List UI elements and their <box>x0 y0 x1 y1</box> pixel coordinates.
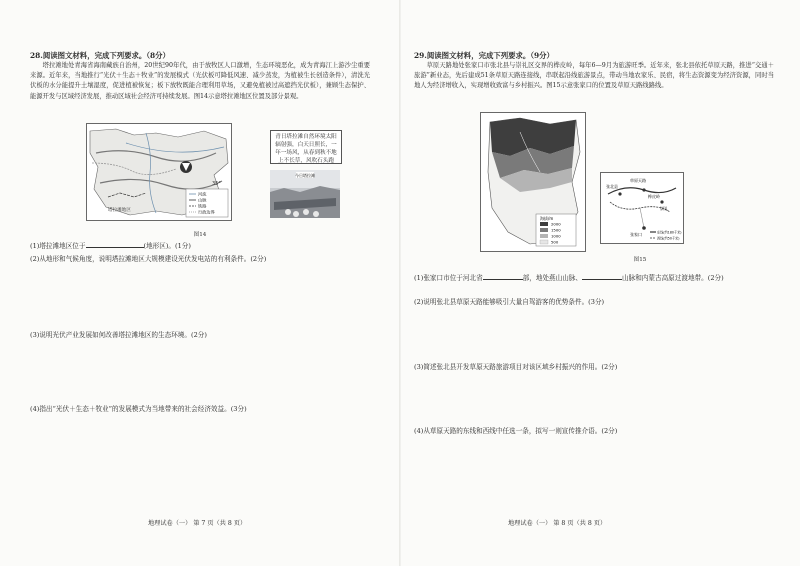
q29-sub1-blank2[interactable] <box>582 272 622 280</box>
legend-boundary: 行政边界 <box>198 209 215 215</box>
q28-sub3: (3)说明光伏产业发展如何改善塔拉滩地区的生态环境。(2分) <box>30 331 207 339</box>
q29-sub1-middle: 部，地处燕山山脉、 <box>522 274 583 282</box>
left-footer: 地理试卷（一） 第 7 页（共 8 页） <box>148 520 247 527</box>
q28-sub1 <box>30 240 191 251</box>
q28-sub1-suffix: (地形区)。(1分) <box>143 242 191 250</box>
q28-sub1-blank[interactable] <box>86 240 144 248</box>
q29-sub1-blank1[interactable] <box>483 272 523 280</box>
q28-note-box <box>270 130 342 164</box>
map-legend <box>186 189 228 217</box>
inset-label-road: 草原天路 <box>630 178 646 183</box>
q29-sub4: (4)从草原天路的东线和西线中任选一条，拟写一则宣传推介语。(2分) <box>414 427 618 435</box>
legend-river: 河流 <box>198 191 207 197</box>
legend-value-1: 2000 <box>551 221 561 227</box>
q28-note-text: 青日塔拉滩自然环境太阳辐射强，白天日照长，一年一场风，从春到秋不地上不长草，风吹石头跑 <box>275 134 337 164</box>
inset-legend-west: 西线(约50千米) <box>657 236 680 241</box>
q28-photo <box>270 170 340 218</box>
q29-inset-map <box>600 172 684 244</box>
q29-sub1 <box>414 272 774 283</box>
q28-heading: 28.阅读图文材料，完成下列要求。（8分） <box>30 51 170 60</box>
inset-label-zhangjiakou: 张家口 <box>630 232 642 237</box>
q28-sub1-prefix: (1)塔拉滩地区位于 <box>30 242 86 250</box>
q28-paragraph: 塔拉滩地处青海省海南藏族自治州，20世纪90年代，由于放牧区人口激增，生态环境恶化，成为青海江上游沙尘重要来源。近年来，当地推行“光伏＋生态＋牧业”的发展模式（光伏板可降低风速、减少蒸发，为植被生长创造条件），清洗光伏板的水分能提升土壤湿度，促进植被恢复；板下放牧既能合理利用草场，又避免植被过高遮挡光伏板），兼顾生态保护、能源开发与区域经济发展，推动区域社会经济可持续发展。图14示意塔拉滩地区位置及部分景观。 <box>30 62 370 100</box>
q28-sub2: (2)从地形和气候角度，说明塔拉滩地区大规模建设光伏发电站的有利条件。(2分) <box>30 255 267 263</box>
q29-figure-caption: 图15 <box>633 257 647 263</box>
q28-map <box>86 123 232 221</box>
q29-sub2: (2)说明张北县草原天路能够吸引大量自驾游客的优势条件。(3分) <box>414 298 605 306</box>
legend-value-3: 1000 <box>551 233 561 239</box>
inset-label-huapiling: 桦皮岭 <box>648 194 660 199</box>
inset-label-chongli: 崇礼 <box>660 206 668 211</box>
q29-map <box>480 112 586 252</box>
map-region-label: 塔拉滩地区 <box>108 208 131 213</box>
inset-label-zhangbei: 张北县 <box>606 184 618 189</box>
elevation-legend <box>536 214 576 246</box>
q29-sub1-prefix: (1)张家口市位于河北省 <box>414 274 483 282</box>
legend-value-2: 1500 <box>551 227 561 233</box>
map-lat-label: 35° <box>212 181 221 187</box>
legend-railway: 铁路 <box>198 203 207 209</box>
q29-sub1-suffix: 山脉和内蒙古高原过渡地带。(2分) <box>622 274 724 282</box>
q28-photo-label: 今日塔拉滩 <box>295 172 315 178</box>
q29-heading: 29.阅读图文材料，完成下列要求。（9分） <box>414 51 554 60</box>
legend-value-4: 500 <box>551 239 559 245</box>
inset-legend-east: 东线(约180千米) <box>657 230 682 235</box>
q28-sub4: (4)指出“光伏＋生态＋牧业”的发展模式为当地带来的社会经济效益。(3分) <box>30 405 247 413</box>
q29-sub3: (3)简述张北县开发草原天路旅游项目对该区域乡村振兴的作用。(2分) <box>414 363 618 371</box>
right-page <box>400 0 800 566</box>
right-footer: 地理试卷（一） 第 8 页（共 8 页） <box>508 520 607 527</box>
q28-figure-caption: 图14 <box>193 232 207 238</box>
q29-paragraph: 草原天路地处张家口市张北县与崇礼区交界的桦皮岭，每年6—9月为旅游旺季。近年来，张北县依托草原天路，推进“交通＋旅游”新业态，先后建成51条草原天路连接线，串联起沿线旅游景点，带动当地农家乐、民宿，将生态资源变为经济资源，同时当地人为经济增收入，实现增收致富与乡村振兴。图15示意张家口的位置及草原天路线路线。 <box>414 62 774 90</box>
legend-mountain: 山脉 <box>198 197 207 203</box>
legend-title: 海拔/m <box>540 216 554 221</box>
